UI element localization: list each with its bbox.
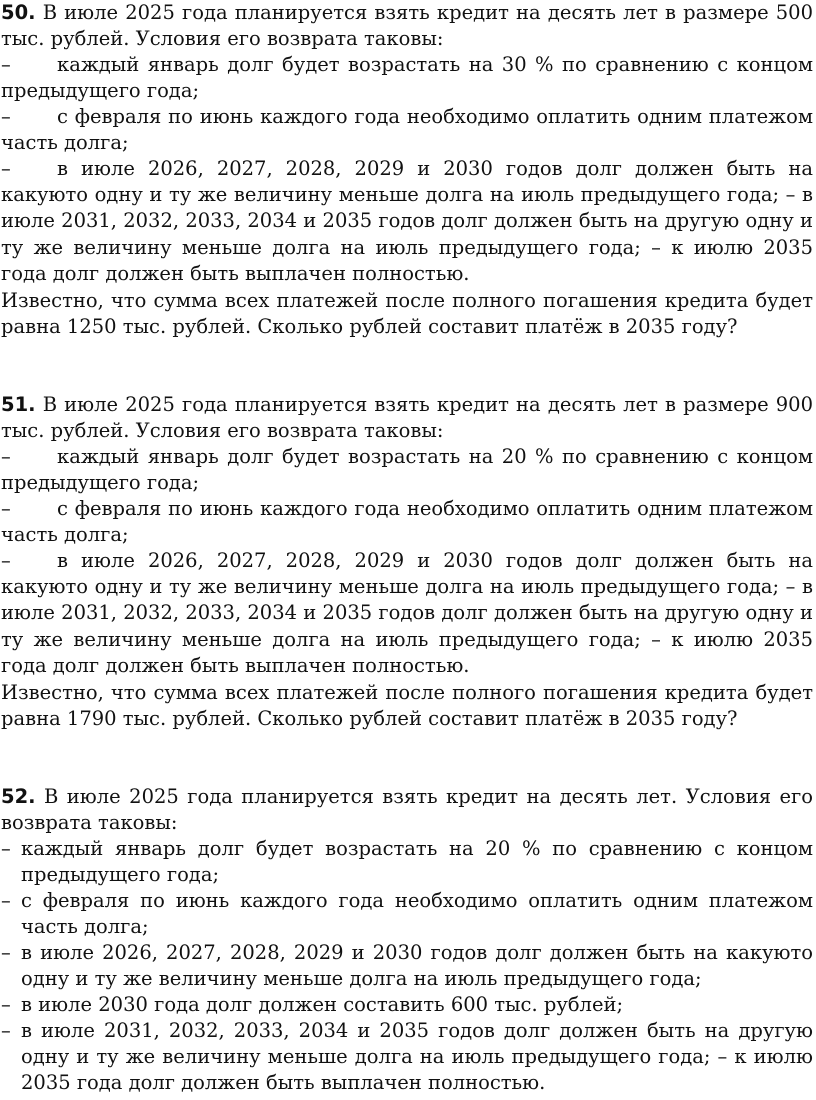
item-text: с февраля по июнь каждого года необходимо оплатить одним платежом часть долга;	[21, 889, 813, 939]
dash-marker: –	[1, 497, 11, 520]
question-text: Известно, что сумма всех платежей после полного погашения кредита будет равна 1790 тыс. рублей. Сколько рублей составит платёж в 2035 году?	[1, 681, 813, 731]
dash-marker: –	[1, 445, 11, 468]
item-text: в июле 2026, 2027, 2028, 2029 и 2030 годов долг должен быть на какуюто одну и ту же величину меньше долга на июль предыдущего года; – в июле 2031, 2032, 2033, 2034 и 2035 годов долг должен быть на другую одну и ту же величину меньше долга на июль предыдущего года; – к июлю 2035 года долг должен быть выплачен полностью.	[1, 157, 813, 285]
item-text: в июле 2030 года долг должен составить 600 тыс. рублей;	[21, 993, 624, 1016]
problem-52-item-1	[1, 836, 813, 888]
problem-52-item-2	[1, 888, 813, 940]
dash-marker: –	[1, 105, 11, 128]
problem-50-item-3	[1, 156, 813, 287]
problem-number: 51.	[1, 393, 36, 416]
problem-51-item-2	[1, 496, 813, 548]
problem-text: В июле 2025 года планируется взять кредит на десять лет в размере 500 тыс. рублей. Условия его возврата таковы:	[1, 1, 813, 51]
item-text: с февраля по июнь каждого года необходимо оплатить одним платежом часть долга;	[1, 105, 813, 155]
item-text: каждый январь долг будет возрастать на 20 % по сравнению с концом предыдущего года;	[1, 445, 813, 495]
item-text: каждый январь долг будет возрастать на 30 % по сравнению с концом предыдущего года;	[1, 53, 813, 103]
problem-text: В июле 2025 года планируется взять кредит на десять лет. Условия его возврата таковы:	[1, 785, 813, 835]
dash-marker: –	[1, 53, 11, 76]
dash-marker: –	[1, 549, 11, 572]
problem-number: 50.	[1, 1, 36, 24]
problem-51-question	[1, 680, 813, 732]
item-text: каждый январь долг будет возрастать на 20 % по сравнению с концом предыдущего года;	[21, 837, 813, 887]
item-text: с февраля по июнь каждого года необходимо оплатить одним платежом часть долга;	[1, 497, 813, 547]
problem-50-intro	[1, 0, 813, 52]
item-text: в июле 2026, 2027, 2028, 2029 и 2030 годов долг должен быть на какуюто одну и ту же величину меньше долга на июль предыдущего года; – в июле 2031, 2032, 2033, 2034 и 2035 годов долг должен быть на другую одну и ту же величину меньше долга на июль предыдущего года; – к июлю 2035 года долг должен быть выплачен полностью.	[1, 549, 813, 677]
dash-marker: –	[1, 1019, 11, 1042]
dash-marker: –	[1, 941, 11, 964]
problem-52-intro	[1, 784, 813, 836]
problem-50-question	[1, 288, 813, 340]
dash-marker: –	[1, 889, 11, 912]
problem-52-item-5	[1, 1018, 813, 1097]
question-text: Известно, что сумма всех платежей после полного погашения кредита будет равна 1250 тыс. рублей. Сколько рублей составит платёж в 2035 году?	[1, 289, 813, 339]
problem-51-intro	[1, 392, 813, 444]
dash-marker: –	[1, 837, 11, 860]
problem-52-item-3	[1, 940, 813, 992]
problem-number: 52.	[1, 785, 36, 808]
dash-marker: –	[1, 993, 11, 1016]
dash-marker: –	[1, 157, 11, 180]
problem-51-item-1	[1, 444, 813, 496]
problem-52-item-4	[1, 992, 813, 1018]
problem-50-item-1	[1, 52, 813, 104]
item-text: в июле 2026, 2027, 2028, 2029 и 2030 годов долг должен быть на какуюто одну и ту же величину меньше долга на июль предыдущего года;	[21, 941, 813, 991]
problem-51-item-3	[1, 548, 813, 679]
problem-50-item-2	[1, 104, 813, 156]
item-text: в июле 2031, 2032, 2033, 2034 и 2035 годов долг должен быть на другую одну и ту же величину меньше долга на июль предыдущего года; – к июлю 2035 года долг должен быть выплачен полностью.	[21, 1019, 813, 1095]
problem-text: В июле 2025 года планируется взять кредит на десять лет в размере 900 тыс. рублей. Условия его возврата таковы:	[1, 393, 813, 443]
